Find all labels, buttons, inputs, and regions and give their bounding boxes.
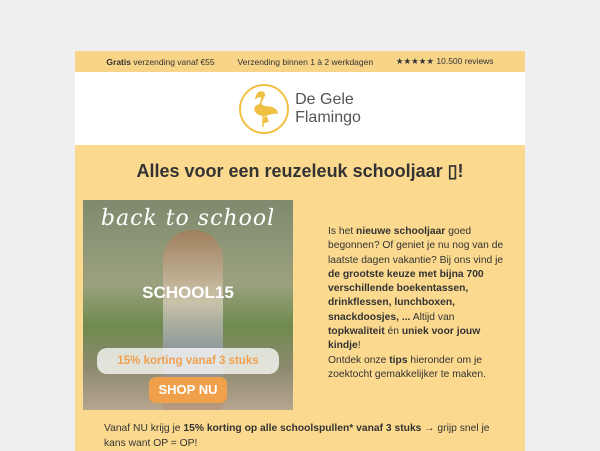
logo[interactable] (75, 72, 525, 145)
headline: Alles voor een reuzeleuk schooljaar ▯! (136, 161, 464, 181)
banner-script: back to school (100, 206, 276, 231)
promo-banner[interactable] (83, 200, 293, 410)
logo-line1: De Gele (295, 90, 354, 108)
logo-line2: Flamingo (295, 108, 361, 126)
shop-now-button[interactable]: SHOP NU (149, 377, 227, 403)
email-container (75, 51, 525, 451)
free-shipping: Gratis verzending vanaf €55 (106, 56, 215, 67)
delivery-time: Verzending binnen 1 à 2 werkdagen (237, 56, 374, 67)
discount-code: SCHOOL15 (142, 283, 234, 302)
stars-icon: ★★★★★ (395, 56, 435, 66)
reviews[interactable]: ★★★★★ 10.500 reviews (395, 56, 494, 66)
top-bar (75, 51, 525, 72)
flamingo-icon (239, 84, 289, 134)
offer-text: Vanaf NU krijg je 15% korting op alle schoolspullen* vanaf 3 stuks → grijp snel je kans want OP = OP! (104, 423, 490, 449)
discount-pill: 15% korting vanaf 3 stuks (97, 348, 279, 374)
intro-text: Is het nieuwe schooljaar goed begonnen? Of geniet je nu nog van de laatste dagen vakantie? Bij ons vind je de grootste keuze met bijna 700 verschillende boekentassen, drinkflessen, lunchboxen, snackdoosjes, ... Altijd van topkwaliteit én uniek voor jouw kindje! Ontdek onze tips hieronder om je zoektocht gemakkelijker te maken. (328, 226, 504, 380)
